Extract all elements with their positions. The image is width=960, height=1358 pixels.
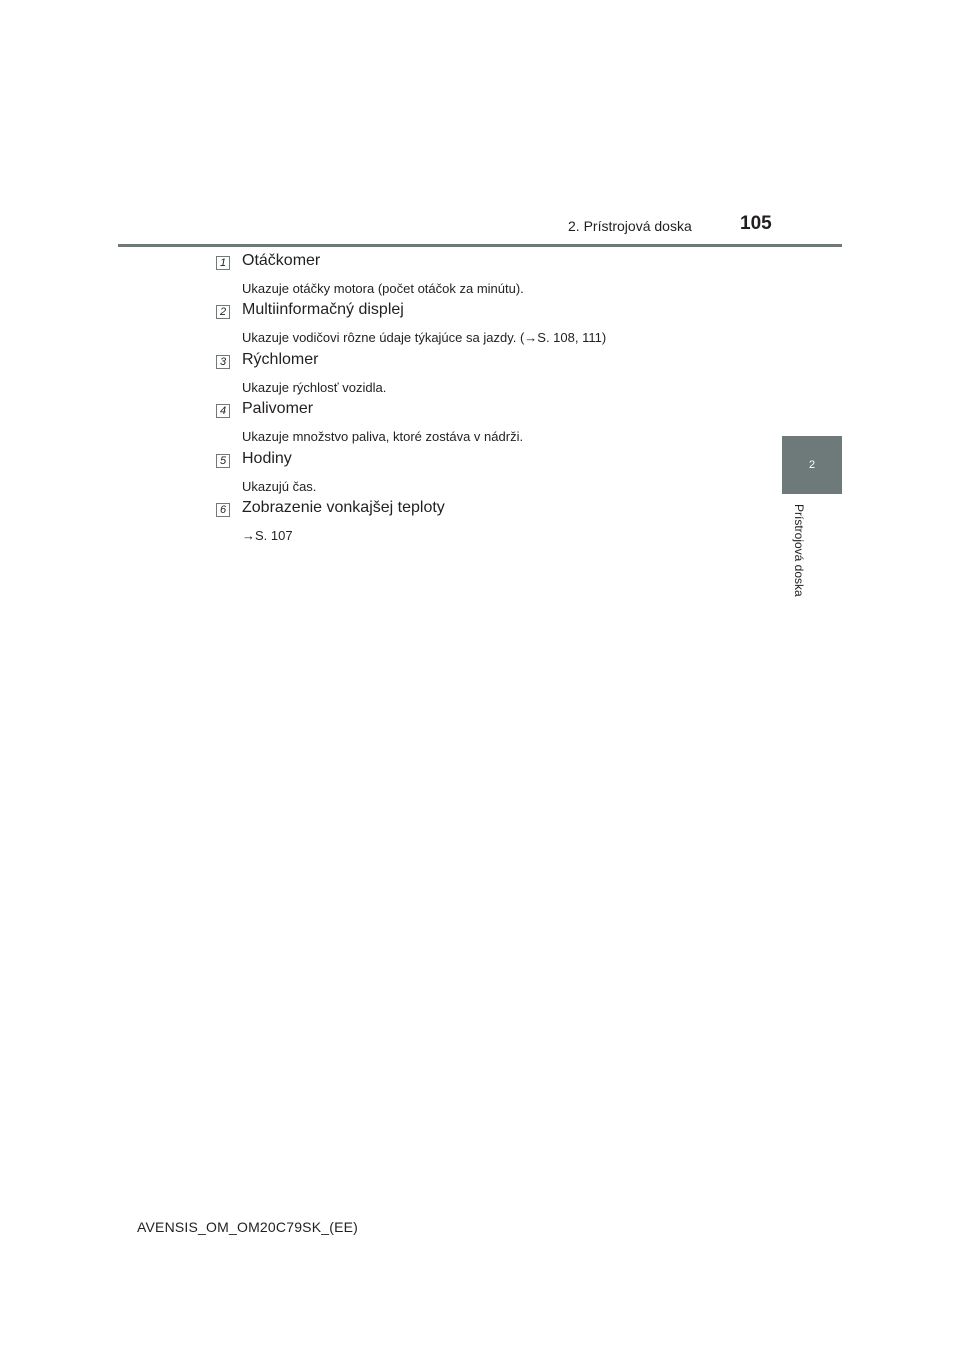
item-description: Ukazuje množstvo paliva, ktoré zostáva v nádrži.	[242, 429, 524, 445]
chapter-tab	[782, 436, 842, 494]
item-number-badge: 5	[216, 454, 230, 468]
list-item	[214, 450, 774, 499]
item-description: Ukazuje vodičovi rôzne údaje týkajúce sa jazdy. (→S. 108, 111)	[242, 330, 607, 346]
list-item	[214, 400, 774, 449]
chapter-number: 2	[808, 459, 816, 471]
item-description: →S. 107	[242, 527, 293, 543]
item-number-badge: 1	[216, 256, 230, 270]
gauge-list	[214, 252, 774, 548]
document-code: AVENSIS_OM_OM20C79SK_(EE)	[137, 1219, 359, 1235]
item-title: Hodiny	[242, 449, 292, 467]
item-title: Multiinformačný displej	[242, 301, 404, 319]
list-item	[214, 252, 774, 301]
item-number-badge: 2	[216, 305, 230, 319]
list-item	[214, 301, 774, 350]
item-description: Ukazuje rýchlosť vozidla.	[242, 379, 387, 395]
item-description: Ukazujú čas.	[242, 478, 317, 494]
header-divider	[118, 244, 842, 247]
list-item	[214, 499, 774, 548]
item-number-badge: 4	[216, 404, 230, 418]
item-number-badge: 3	[216, 355, 230, 369]
item-title: Zobrazenie vonkajšej teploty	[242, 498, 445, 516]
item-title: Rýchlomer	[242, 350, 319, 368]
section-title: 2. Prístrojová doska	[568, 218, 692, 234]
chapter-side-label: Prístrojová doska	[792, 504, 806, 597]
page-number: 105	[740, 213, 772, 234]
item-description: Ukazuje otáčky motora (počet otáčok za minútu).	[242, 281, 524, 296]
item-number-badge: 6	[216, 503, 230, 517]
list-item	[214, 351, 774, 400]
item-title: Otáčkomer	[242, 252, 321, 269]
item-title: Palivomer	[242, 400, 314, 418]
